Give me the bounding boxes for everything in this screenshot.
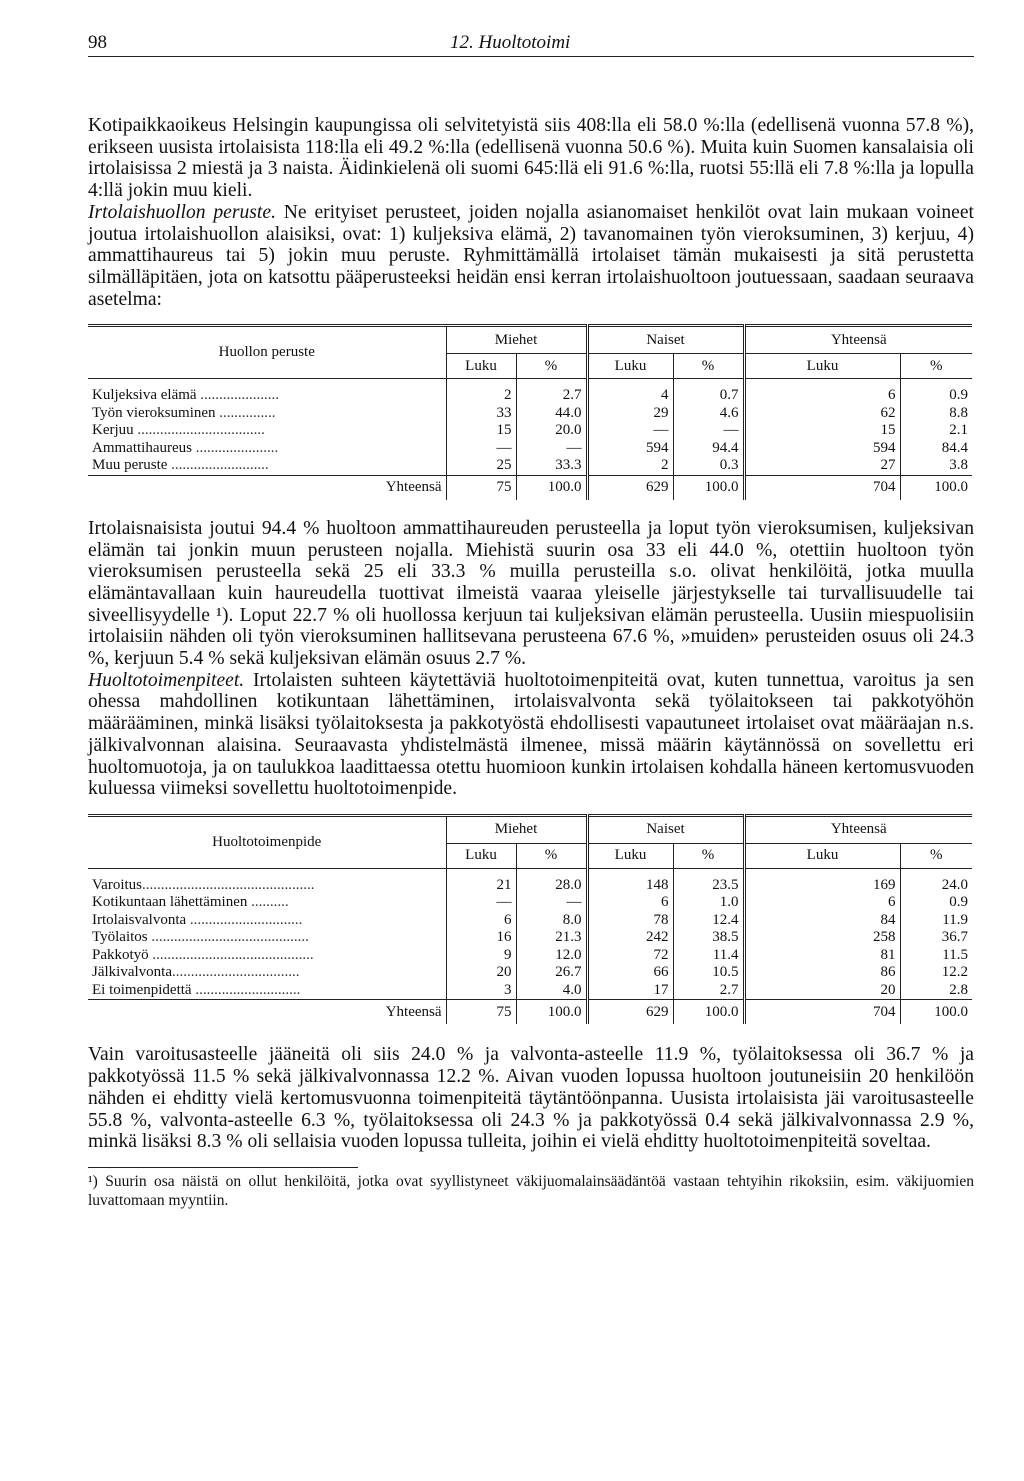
col-header-pct: % — [900, 843, 972, 868]
col-header-pct: % — [516, 354, 587, 379]
cell-women-pct: 12.4 — [673, 912, 744, 930]
paragraph-grounds — [88, 202, 974, 311]
table-row — [88, 868, 972, 894]
cell-total-count: 81 — [744, 947, 900, 965]
table-row — [88, 440, 972, 458]
cell-men-pct: 28.0 — [516, 868, 587, 894]
cell-men-pct: — — [516, 440, 587, 458]
group-header-men: Miehet — [446, 326, 587, 354]
cell-total-count: 6 — [744, 894, 900, 912]
cell-men-pct: 4.0 — [516, 982, 587, 1000]
table-row — [88, 457, 972, 475]
cell-men-count: 20 — [446, 964, 516, 982]
document-page — [88, 30, 974, 1210]
cell-men-count: 2 — [446, 379, 516, 405]
paragraph-measures-analysis: Vain varoitusasteelle jääneitä oli siis 24.0 % ja valvonta-asteelle 11.9 %, työlaitoksessa oli 36.7 % ja pakkotyössä 11.5 % sekä jälkivalvonnassa 12.2 %. Aivan vuoden lopussa huoltoon joutuneisiin 20 henkilöön nähden ei ehditty vielä kertomusvuonna toimenpiteitä täytäntöönpanna. Uusista irtolaisista jäi varoitusasteelle 55.8 %, valvonta-asteelle 6.3 %, työlaitoksessa oli 24.3 % ja pakkotyössä 0.4 sekä jälkivalvonnassa 2.9 %, minkä lisäksi 8.3 % oli sellaisia vuoden lopussa tulleita, joihin ei vielä ehditty huoltotoimenpiteitä soveltaa. — [88, 1044, 974, 1153]
cell-total-count: 169 — [744, 868, 900, 894]
cell-men-count: 75 — [446, 1000, 516, 1025]
cell-women-count: 594 — [587, 440, 673, 458]
section-heading-grounds: Irtolaishuollon peruste. — [88, 201, 276, 223]
cell-women-count: 29 — [587, 405, 673, 423]
cell-women-pct: 4.6 — [673, 405, 744, 423]
row-label: Muu peruste .......................... — [92, 457, 269, 474]
col-header-pct: % — [900, 354, 972, 379]
group-header-total: Yhteensä — [744, 815, 972, 843]
cell-total-pct: 36.7 — [900, 929, 972, 947]
col-header-pct: % — [516, 843, 587, 868]
cell-women-count: 2 — [587, 457, 673, 475]
table-row — [88, 405, 972, 423]
cell-total-pct: 11.5 — [900, 947, 972, 965]
group-header-women: Naiset — [587, 815, 744, 843]
cell-women-count: — — [587, 422, 673, 440]
cell-women-count: 78 — [587, 912, 673, 930]
col-header-pct: % — [673, 843, 744, 868]
cell-men-pct: 21.3 — [516, 929, 587, 947]
cell-women-count: 66 — [587, 964, 673, 982]
cell-total-count: 20 — [744, 982, 900, 1000]
cell-men-pct: 12.0 — [516, 947, 587, 965]
page-number: 98 — [88, 32, 107, 53]
cell-women-count: 72 — [587, 947, 673, 965]
paragraph-home-municipality: Kotipaikkaoikeus Helsingin kaupungissa oli selvitetyistä siis 408:lla eli 58.0 %:lla (edellisenä vuonna 57.8 %), erikseen uusista irtolaisista 118:lla eli 49.2 %:lla (edellisenä vuonna 50.6 %). Muita kuin Suomen kansalaisia oli irtolaisissa 2 miestä ja 3 naista. Äidinkielenä oli suomi 645:llä eli 91.6 %:lla, ruotsi 55:llä eli 7.8 %:lla ja lopulla 4:llä jokin muu kieli. — [88, 115, 974, 202]
total-label: Yhteensä — [360, 475, 446, 500]
table-row — [88, 964, 972, 982]
cell-men-pct: — — [516, 894, 587, 912]
cell-men-count: — — [446, 894, 516, 912]
table-row — [88, 929, 972, 947]
cell-men-pct: 100.0 — [516, 1000, 587, 1025]
col-header-count: Luku — [744, 354, 900, 379]
row-label: Ammattihaureus ...................... — [92, 439, 279, 456]
cell-total-pct: 84.4 — [900, 440, 972, 458]
table-label-header: Huollon peruste — [88, 326, 446, 379]
cell-women-count: 6 — [587, 894, 673, 912]
paragraph-grounds-text: Ne erityiset perusteet, joiden nojalla asianomaiset henkilöt ovat lain mukaan voineet joutua irtolaishuollon alaisiksi, ovat: 1) kuljeksiva elämä, 2) tavanomainen työn vieroksuminen, 3) kerjuu, 4) ammattihaureus tai 5) jokin muu peruste. Ryhmittämällä irtolaiset tämän mukaisesti ja sitä perustetta silmälläpitäen, jota on katsottu pääperusteeksi heidän ensi kerran irtolaishuoltoon joutuessaan, saadaan seuraava asetelma: — [88, 201, 974, 310]
col-header-pct: % — [673, 354, 744, 379]
row-label: Työn vieroksuminen ............... — [92, 404, 276, 421]
running-title: 12. Huoltotoimi — [450, 32, 571, 53]
cell-men-pct: 20.0 — [516, 422, 587, 440]
table-measures — [88, 814, 972, 1025]
cell-women-pct: — — [673, 422, 744, 440]
page-header — [88, 30, 974, 57]
cell-women-count: 629 — [587, 1000, 673, 1025]
total-label: Yhteensä — [360, 1000, 446, 1025]
row-label: Kerjuu .................................. — [92, 422, 265, 439]
paragraph-analysis: Irtolaisnaisista joutui 94.4 % huoltoon ammattihaureuden perusteella ja loput työn vieroksumisen, kuljeksivan elämän tai jonkin muun perusteen nojalla. Miehistä suurin osa 33 eli 44.0 %, otettiin huoltoon työn vieroksumisen perusteella sekä 25 eli 33.3 % muilla perusteilla s.o. olivat henkilöitä, jotka muulla elämäntavallaan kuin haureudella tuottivat ilmeistä vaaraa yleiselle järjestykselle tai turvallisuudelle tai siveellisyydelle ¹). Loput 22.7 % oli huollossa kerjuun tai kuljeksivan elämän perusteella. Uusiin miespuolisiin irtolaisiin nähden oli työn vieroksuminen hallitsevana perusteena 67.6 %, »muiden» perusteiden osuus oli 24.3 %, kerjuun 5.4 % sekä kuljeksivan elämän osuus 2.7 %. — [88, 517, 974, 670]
cell-men-pct: 33.3 — [516, 457, 587, 475]
cell-women-count: 148 — [587, 868, 673, 894]
table-grounds — [88, 324, 972, 500]
cell-total-count: 704 — [744, 475, 900, 500]
row-label: Kuljeksiva elämä ..................... — [92, 387, 280, 404]
cell-total-pct: 3.8 — [900, 457, 972, 475]
cell-total-pct: 2.8 — [900, 982, 972, 1000]
cell-total-pct: 24.0 — [900, 868, 972, 894]
cell-total-count: 704 — [744, 1000, 900, 1025]
footnote: ¹) Suurin osa näistä on ollut henkilöitä, jotka ovat syyllistyneet väkijuomalainsäädäntöä vastaan tehtyihin rikoksiin, esim. väkijuomien luvattomaan myyntiin. — [88, 1172, 974, 1209]
cell-men-pct: 8.0 — [516, 912, 587, 930]
group-header-women: Naiset — [587, 326, 744, 354]
cell-women-pct: 100.0 — [673, 475, 744, 500]
cell-men-count: 9 — [446, 947, 516, 965]
section-heading-measures: Huoltotoimenpiteet. — [88, 669, 245, 691]
cell-total-count: 594 — [744, 440, 900, 458]
row-label: Jälkivalvonta.................................. — [92, 964, 300, 981]
cell-women-count: 4 — [587, 379, 673, 405]
cell-total-count: 84 — [744, 912, 900, 930]
col-header-count: Luku — [744, 843, 900, 868]
cell-women-pct: 0.7 — [673, 379, 744, 405]
row-label: Irtolaisvalvonta .............................. — [92, 911, 303, 928]
cell-total-pct: 0.9 — [900, 379, 972, 405]
cell-women-pct: 23.5 — [673, 868, 744, 894]
cell-men-count: — — [446, 440, 516, 458]
table-label-header: Huoltotoimenpide — [88, 815, 446, 868]
cell-total-pct: 100.0 — [900, 475, 972, 500]
cell-total-pct: 8.8 — [900, 405, 972, 423]
cell-men-count: 75 — [446, 475, 516, 500]
table-row — [88, 947, 972, 965]
table-total-row — [88, 475, 972, 500]
paragraph-measures — [88, 670, 974, 800]
cell-men-pct: 2.7 — [516, 379, 587, 405]
cell-women-pct: 11.4 — [673, 947, 744, 965]
row-label: Ei toimenpidettä ............................ — [92, 981, 301, 998]
table-row — [88, 982, 972, 1000]
table-row — [88, 422, 972, 440]
group-header-total: Yhteensä — [744, 326, 972, 354]
paragraph-measures-text: Irtolaisten suhteen käytettäviä huoltotoimenpiteitä ovat, kuten tunnettua, varoitus ja sen ohessa mahdollinen kotikuntaan lähettäminen, irtolaisvalvonta sekä työlaitokseen tai pakkotyöhön määrääminen, minkä lisäksi työlaitoksesta ja pakkotyöstä ehdollisesti vapautuneet irtolaiset ovat määräajan n.s. jälkivalvonnan alaisina. Seuraavasta yhdistelmästä ilmenee, missä määrin käytännössä on sovellettu eri huoltomuotoja, ja on taulukkoa laadittaessa otettu huomioon kunkin irtolaisen kohdalla häneen kertomusvuoden kuluessa viimeksi sovellettu huoltotoimenpide. — [88, 669, 974, 800]
cell-women-pct: 2.7 — [673, 982, 744, 1000]
cell-men-count: 16 — [446, 929, 516, 947]
table-row — [88, 912, 972, 930]
cell-total-pct: 11.9 — [900, 912, 972, 930]
table-row — [88, 894, 972, 912]
col-header-count: Luku — [587, 843, 673, 868]
cell-men-count: 15 — [446, 422, 516, 440]
col-header-count: Luku — [446, 843, 516, 868]
cell-total-count: 15 — [744, 422, 900, 440]
group-header-men: Miehet — [446, 815, 587, 843]
cell-total-count: 86 — [744, 964, 900, 982]
cell-women-count: 17 — [587, 982, 673, 1000]
cell-men-count: 25 — [446, 457, 516, 475]
cell-total-count: 27 — [744, 457, 900, 475]
cell-total-pct: 0.9 — [900, 894, 972, 912]
col-header-count: Luku — [446, 354, 516, 379]
footnote-divider — [88, 1167, 358, 1168]
cell-women-pct: 94.4 — [673, 440, 744, 458]
cell-women-pct: 10.5 — [673, 964, 744, 982]
row-label: Työlaitos .......................................... — [92, 929, 309, 946]
cell-women-pct: 1.0 — [673, 894, 744, 912]
cell-men-pct: 26.7 — [516, 964, 587, 982]
cell-total-pct: 12.2 — [900, 964, 972, 982]
cell-women-count: 629 — [587, 475, 673, 500]
row-label: Pakkotyö ........................................... — [92, 946, 314, 963]
cell-men-count: 21 — [446, 868, 516, 894]
cell-men-pct: 44.0 — [516, 405, 587, 423]
col-header-count: Luku — [587, 354, 673, 379]
cell-total-pct: 2.1 — [900, 422, 972, 440]
cell-men-count: 33 — [446, 405, 516, 423]
cell-women-count: 242 — [587, 929, 673, 947]
row-label: Kotikuntaan lähettäminen .......... — [92, 894, 289, 911]
cell-men-pct: 100.0 — [516, 475, 587, 500]
cell-total-count: 6 — [744, 379, 900, 405]
cell-men-count: 6 — [446, 912, 516, 930]
table-total-row — [88, 1000, 972, 1025]
table-row — [88, 379, 972, 405]
cell-women-pct: 100.0 — [673, 1000, 744, 1025]
cell-women-pct: 38.5 — [673, 929, 744, 947]
cell-total-pct: 100.0 — [900, 1000, 972, 1025]
cell-women-pct: 0.3 — [673, 457, 744, 475]
cell-total-count: 258 — [744, 929, 900, 947]
cell-total-count: 62 — [744, 405, 900, 423]
row-label: Varoitus.............................................. — [92, 876, 315, 893]
cell-men-count: 3 — [446, 982, 516, 1000]
